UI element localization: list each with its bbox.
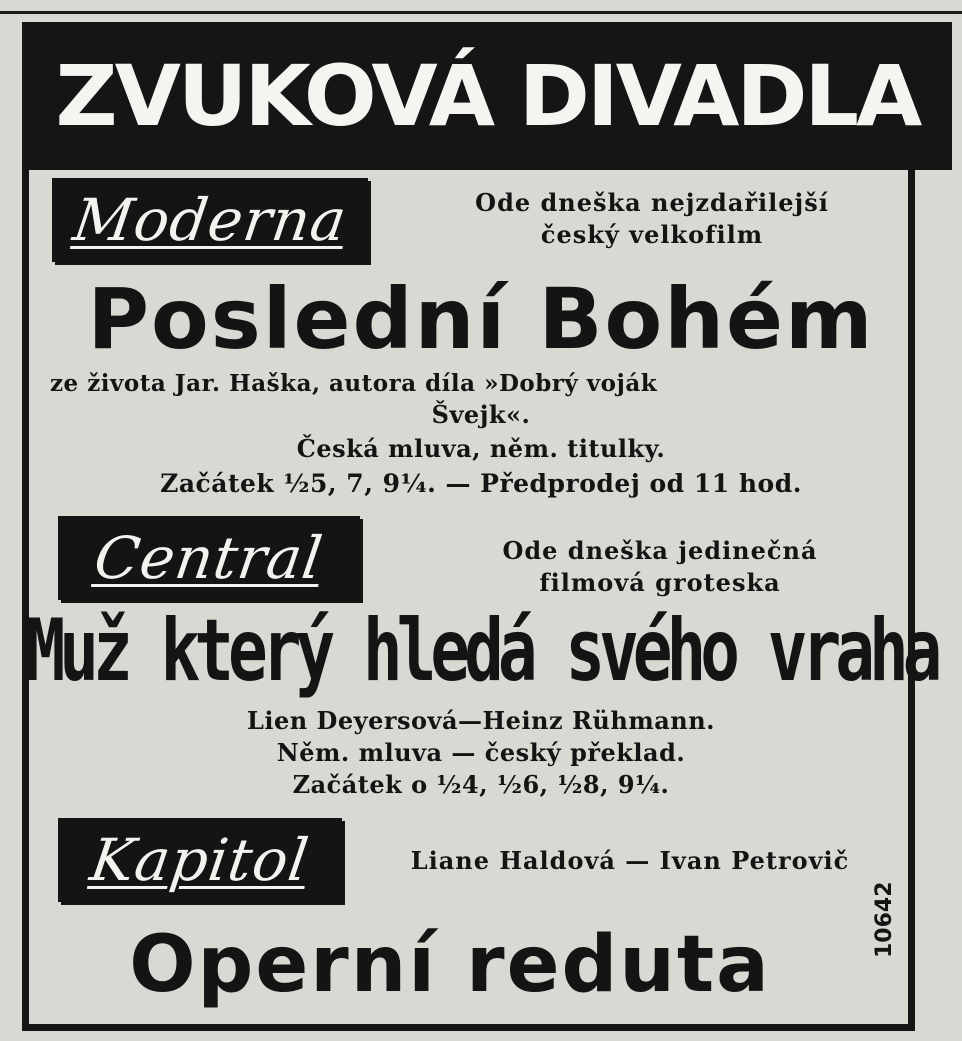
- moderna-info-line-1: ze života Jar. Haška, autora díla »Dobrý voják: [50, 370, 658, 397]
- header-title: ZVUKOVÁ DIVADLA: [55, 47, 919, 145]
- moderna-logo-text: Moderna: [69, 186, 351, 254]
- central-info-line-1: Lien Deyersová—Heinz Rühmann.: [246, 706, 716, 735]
- moderna-film-title: Poslední Bohém: [87, 270, 875, 368]
- moderna-tagline-1: Ode dneška nejzdařilejší: [475, 188, 829, 217]
- central-logo: [58, 516, 360, 600]
- moderna-info-line-4: Začátek ½5, 7, 9¼. — Předprodej od 11 hod.: [160, 469, 802, 498]
- central-info-line-2: Něm. mluva — český překlad.: [276, 738, 686, 767]
- moderna-logo: [52, 178, 368, 262]
- central-tagline-2: filmová groteska: [539, 568, 781, 597]
- header-banner: [22, 22, 952, 170]
- kapitol-logo: [58, 818, 342, 902]
- central-logo-text: Central: [90, 524, 328, 592]
- kapitol-logo-text: Kapitol: [86, 826, 314, 894]
- kapitol-film-title: Operní reduta: [129, 920, 771, 1010]
- moderna-info-line-2: Švejk«.: [431, 400, 531, 429]
- kapitol-cast: Liane Haldová — Ivan Petrovič: [410, 846, 850, 875]
- moderna-tagline-2: český velkofilm: [540, 220, 764, 249]
- moderna-info-line-3: Česká mluva, něm. titulky.: [296, 434, 666, 463]
- central-film-title: Muž který hledá svého vraha: [25, 600, 937, 701]
- top-rule: [0, 0, 962, 14]
- central-tagline-1: Ode dneška jedinečná: [502, 536, 818, 565]
- ad-number: 10642: [872, 881, 897, 958]
- central-info-line-3: Začátek o ½4, ½6, ½8, 9¼.: [292, 770, 670, 799]
